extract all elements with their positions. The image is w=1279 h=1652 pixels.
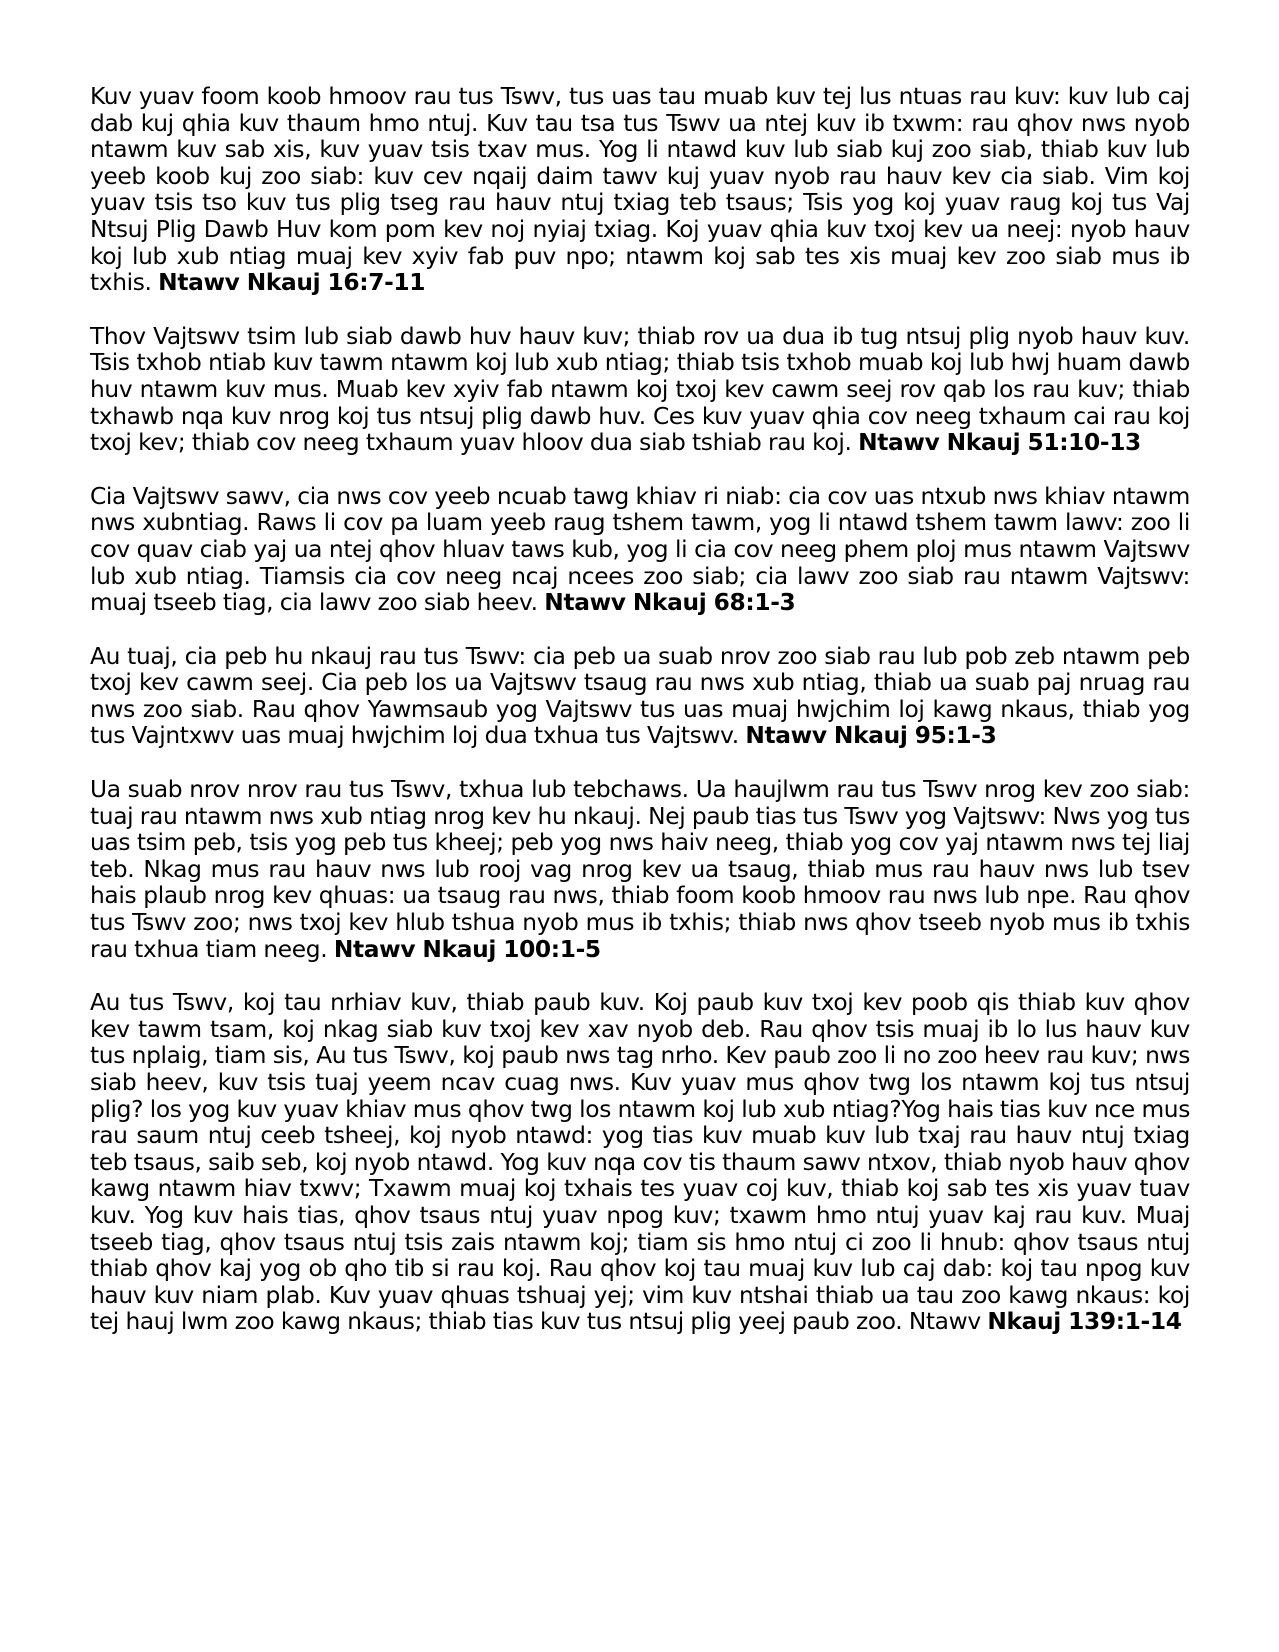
passage (90, 324, 1190, 457)
document-page (90, 84, 1190, 1363)
passage-reference: Ntawv Nkauj 68:1-3 (544, 589, 796, 617)
passage-reference: Ntawv Nkauj 95:1-3 (745, 722, 997, 750)
passage-text: Au tuaj, cia peb hu nkauj rau tus Tswv: cia peb ua suab nrov zoo siab rau lub pob zeb ntawm peb txoj kev cawm seej. Cia peb los ua Vajtswv tsaug rau nws xub ntiag, thiab ua suab paj nruag rau nws zoo siab. Rau qhov Yawmsaub yog Vajtswv tus uas muaj hwjchim loj kawg nkaus, thiab yog tus Vajntxwv uas muaj hwjchim loj dua txhua tus Vajtswv. (90, 642, 1190, 750)
passage-text: Ua suab nrov nrov rau tus Tswv, txhua lub tebchaws. Ua haujlwm rau tus Tswv nrog kev zoo siab: tuaj rau ntawm nws xub ntiag nrog kev hu nkauj. Nej paub tias tus Tswv yog Vajtswv: Nws yog tus uas tsim peb, tsis yog peb tus kheej; peb yog nws haiv neeg, thiab yog cov yaj ntawm nws tej liaj teb. Nkag mus rau hauv nws lub rooj vag nrog kev ua tsaug, thiab mus rau hauv nws lub tsev hais plaub nrog kev qhuas: ua tsaug rau nws, thiab foom koob hmoov rau nws lub npe. Rau qhov tus Tswv zoo; nws txoj kev hlub tshua nyob mus ib txhis; thiab nws qhov tseeb nyob mus ib txhis rau txhua tiam neeg. (90, 776, 1190, 963)
passage-reference: Ntawv Nkauj 16:7-11 (158, 269, 426, 297)
passage-text: Thov Vajtswv tsim lub siab dawb huv hauv kuv; thiab rov ua dua ib tug ntsuj plig nyob hauv kuv. Tsis txhob ntiab kuv tawm ntawm koj lub xub ntiag; thiab tsis txhob muab koj lub hwj huam dawb huv ntawm kuv mus. Muab kev xyiv fab ntawm koj txoj kev cawm seej rov qab los rau kuv; thiab txhawb nqa kuv nrog koj tus ntsuj plig dawb huv. Ces kuv yuav qhia cov neeg txhaum cai rau koj txoj kev; thiab cov neeg txhaum yuav hloov dua siab tshiab rau koj. (90, 322, 1190, 457)
passage (90, 777, 1190, 963)
passage-reference: Nkauj 139:1-14 (987, 1308, 1182, 1336)
passage (90, 484, 1190, 617)
passage (90, 84, 1190, 297)
passage-reference: Ntawv Nkauj 51:10-13 (858, 429, 1141, 457)
passage-text: Au tus Tswv, koj tau nrhiav kuv, thiab paub kuv. Koj paub kuv txoj kev poob qis thiab kuv qhov kev tawm tsam, koj nkag siab kuv txoj kev xav nyob deb. Rau qhov tsis muaj ib lo lus hauv kuv tus nplaig, tiam sis, Au tus Tswv, koj paub nws tag nrho. Kev paub zoo li no zoo heev rau kuv; nws siab heev, kuv tsis tuaj yeem ncav cuag nws. Kuv yuav mus qhov twg los ntawm koj tus ntsuj plig? los yog kuv yuav khiav mus qhov twg los ntawm koj lub xub ntiag?Yog hais tias kuv nce mus rau saum ntuj ceeb tsheej, koj nyob ntawd: yog tias kuv muab kuv lub txaj rau hauv ntuj txiag teb tsaus, saib seb, koj nyob ntawd. Yog kuv nqa cov tis thaum sawv ntxov, thiab nyob hauv qhov kawg ntawm hiav txwv; Txawm muaj koj txhais tes yuav coj kuv, thiab koj sab tes xis yuav tuav kuv. Yog kuv hais tias, qhov tsaus ntuj yuav npog kuv; txawm hmo ntuj yuav kaj rau kuv. Muaj tseeb tiag, qhov tsaus ntuj tsis zais ntawm koj; tiam sis hmo ntuj ci zoo li hnub: qhov tsaus ntuj thiab qhov kaj yog ob qho tib si rau koj. Rau qhov koj tau muaj kuv lub caj dab: koj tau npog kuv hauv kuv niam plab. Kuv yuav qhuas tshuaj yej; vim kuv ntshai thiab ua tau zoo kawg nkaus: koj tej hauj lwm zoo kawg nkaus; thiab tias kuv tus ntsuj plig yeej paub zoo. Ntawv (90, 989, 1190, 1336)
passage-text: Kuv yuav foom koob hmoov rau tus Tswv, tus uas tau muab kuv tej lus ntuas rau kuv: kuv lub caj dab kuj qhia kuv thaum hmo ntuj. Kuv tau tsa tus Tswv ua ntej kuv ib txwm: rau qhov nws nyob ntawm kuv sab xis, kuv yuav tsis txav mus. Yog li ntawd kuv lub siab kuj zoo siab, thiab kuv lub yeeb koob kuj zoo siab: kuv cev nqaij daim tawv kuj yuav nyob rau hauv kev cia siab. Vim koj yuav tsis tso kuv tus plig tseg rau hauv ntuj txiag teb tsaus; Tsis yog koj yuav raug koj tus Vaj Ntsuj Plig Dawb Huv kom pom kev noj nyiaj txiag. Koj yuav qhia kuv txoj kev ua neej: nyob hauv koj lub xub ntiag muaj kev xyiv fab puv npo; ntawm koj sab tes xis muaj kev zoo siab mus ib txhis. (90, 83, 1190, 297)
passage (90, 644, 1190, 750)
passage-text: Cia Vajtswv sawv, cia nws cov yeeb ncuab tawg khiav ri niab: cia cov uas ntxub nws khiav ntawm nws xubntiag. Raws li cov pa luam yeeb raug tshem tawm, yog li ntawd tshem tawm lawv: zoo li cov quav ciab yaj ua ntej qhov hluav taws kub, yog li cia cov neeg phem ploj mus ntawm Vajtswv lub xub ntiag. Tiamsis cia cov neeg ncaj ncees zoo siab; cia lawv zoo siab rau ntawm Vajtswv: muaj tseeb tiag, cia lawv zoo siab heev. (90, 482, 1190, 617)
passage-reference: Ntawv Nkauj 100:1-5 (333, 935, 601, 963)
passage (90, 990, 1190, 1336)
